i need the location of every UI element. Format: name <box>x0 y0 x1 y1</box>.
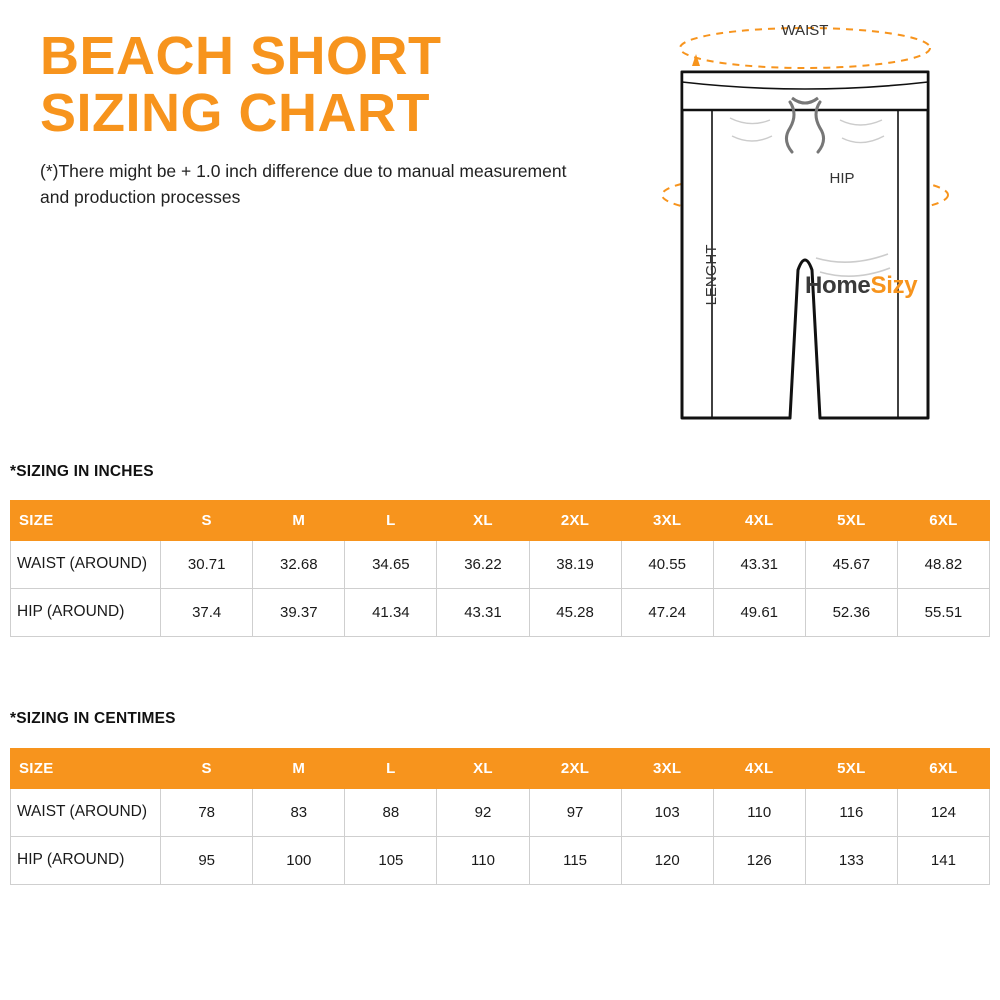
cell-hip-s: 37.4 <box>161 589 253 637</box>
hip-label-text: HIP <box>829 170 855 187</box>
column-header-s: S <box>161 501 253 541</box>
column-header-6xl: 6XL <box>897 501 989 541</box>
cell-waist-3xl: 40.55 <box>621 541 713 589</box>
cell-hip-m: 100 <box>253 837 345 885</box>
cell-hip-l: 105 <box>345 837 437 885</box>
column-header-s: S <box>161 749 253 789</box>
cell-waist-6xl: 124 <box>897 789 989 837</box>
cell-waist-s: 30.71 <box>161 541 253 589</box>
cell-waist-xl: 36.22 <box>437 541 529 589</box>
row-label-hip: HIP (AROUND) <box>11 589 161 637</box>
column-header-l: L <box>345 749 437 789</box>
row-label-waist: WAIST (AROUND) <box>11 789 161 837</box>
column-header-l: L <box>345 501 437 541</box>
cell-waist-4xl: 43.31 <box>713 541 805 589</box>
cell-hip-5xl: 52.36 <box>805 589 897 637</box>
cell-hip-s: 95 <box>161 837 253 885</box>
column-header-4xl: 4XL <box>713 501 805 541</box>
measurement-note: (*)There might be + 1.0 inch difference due to manual measurement and production processes <box>40 161 567 207</box>
table-row <box>11 541 990 589</box>
brand-name-part-1: Home <box>805 272 871 299</box>
column-header-xl: XL <box>437 749 529 789</box>
cell-waist-5xl: 45.67 <box>805 541 897 589</box>
cell-waist-m: 83 <box>253 789 345 837</box>
cell-waist-4xl: 110 <box>713 789 805 837</box>
cell-hip-l: 41.34 <box>345 589 437 637</box>
brand-name-part-2: Sizy <box>870 272 918 299</box>
cell-hip-2xl: 45.28 <box>529 589 621 637</box>
sizing-table-inches <box>10 500 990 637</box>
title-line-1: BEACH SHORT <box>40 26 442 86</box>
column-header-4xl: 4XL <box>713 749 805 789</box>
table-row <box>11 837 990 885</box>
column-header-2xl: 2XL <box>529 501 621 541</box>
cell-hip-2xl: 115 <box>529 837 621 885</box>
column-header-6xl: 6XL <box>897 749 989 789</box>
cell-waist-m: 32.68 <box>253 541 345 589</box>
cell-hip-m: 39.37 <box>253 589 345 637</box>
length-label-text: LENGHT <box>703 244 720 306</box>
cell-waist-xl: 92 <box>437 789 529 837</box>
cell-hip-xl: 110 <box>437 837 529 885</box>
title-line-2: SIZING CHART <box>40 82 430 143</box>
shorts-illustration <box>620 10 990 440</box>
column-header-m: M <box>253 501 345 541</box>
cell-waist-s: 78 <box>161 789 253 837</box>
cell-hip-6xl: 55.51 <box>897 589 989 637</box>
column-header-5xl: 5XL <box>805 501 897 541</box>
sizing-table-centimes <box>10 748 990 885</box>
cell-waist-5xl: 116 <box>805 789 897 837</box>
cell-hip-4xl: 49.61 <box>713 589 805 637</box>
column-header-2xl: 2XL <box>529 749 621 789</box>
page-header <box>40 28 620 210</box>
column-header-xl: XL <box>437 501 529 541</box>
table-row <box>11 789 990 837</box>
brand-logo <box>805 272 917 300</box>
column-header-3xl: 3XL <box>621 501 713 541</box>
cell-waist-6xl: 48.82 <box>897 541 989 589</box>
column-header-5xl: 5XL <box>805 749 897 789</box>
table-header-row <box>11 749 990 789</box>
cell-hip-6xl: 141 <box>897 837 989 885</box>
cell-waist-2xl: 97 <box>529 789 621 837</box>
cell-hip-3xl: 120 <box>621 837 713 885</box>
column-header-size: SIZE <box>11 501 161 541</box>
shorts-diagram-svg <box>620 10 990 440</box>
cell-hip-3xl: 47.24 <box>621 589 713 637</box>
section-label-centimes: *SIZING IN CENTIMES <box>10 710 176 727</box>
row-label-waist: WAIST (AROUND) <box>11 541 161 589</box>
cell-waist-l: 34.65 <box>345 541 437 589</box>
page-title <box>40 28 620 141</box>
cell-hip-5xl: 133 <box>805 837 897 885</box>
row-label-hip: HIP (AROUND) <box>11 837 161 885</box>
waist-label-text: WAIST <box>781 22 829 39</box>
column-header-m: M <box>253 749 345 789</box>
table-header-row <box>11 501 990 541</box>
table-row <box>11 589 990 637</box>
cell-hip-4xl: 126 <box>713 837 805 885</box>
cell-hip-xl: 43.31 <box>437 589 529 637</box>
column-header-3xl: 3XL <box>621 749 713 789</box>
cell-waist-3xl: 103 <box>621 789 713 837</box>
section-label-inches: *SIZING IN INCHES <box>10 463 154 480</box>
cell-waist-2xl: 38.19 <box>529 541 621 589</box>
column-header-size: SIZE <box>11 749 161 789</box>
cell-waist-l: 88 <box>345 789 437 837</box>
